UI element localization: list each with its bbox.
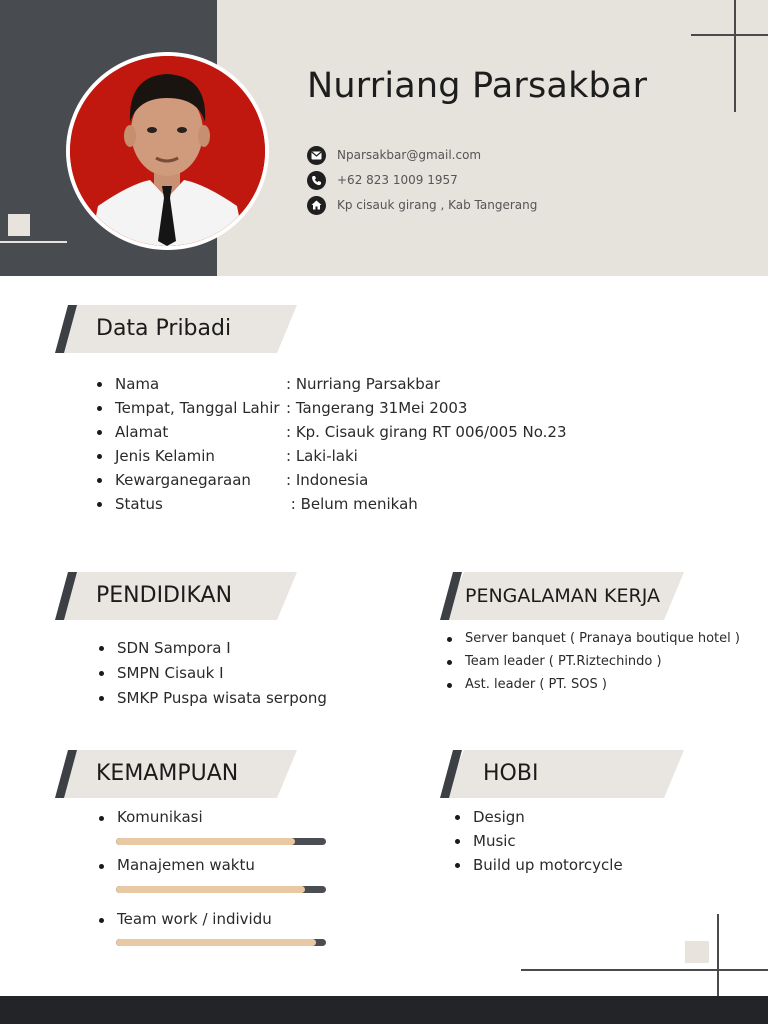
- list-item: Build up motorcycle: [453, 853, 623, 877]
- person-name: Nurriang Parsakbar: [307, 66, 648, 106]
- contact-phone[interactable]: [307, 170, 458, 190]
- list-item: SDN Sampora I: [97, 636, 327, 661]
- section-header-data-pribadi: [55, 305, 297, 353]
- list-item: Team leader ( PT.Riztechindo ): [445, 651, 740, 674]
- list-item: SMPN Cisauk I: [97, 661, 327, 686]
- education-list: [97, 636, 327, 711]
- contact-address: [307, 195, 537, 215]
- contact-email[interactable]: [307, 145, 481, 165]
- header-beige-panel: [217, 0, 768, 276]
- section-title: KEMAMPUAN: [96, 761, 239, 786]
- list-item: Ast. leader ( PT. SOS ): [445, 674, 740, 697]
- skill-label: Manajemen waktu: [97, 856, 255, 874]
- skill-bar-fill: [116, 838, 295, 845]
- contact-email-text: Nparsakbar@gmail.com: [337, 148, 482, 162]
- list-item: Server banquet ( Pranaya boutique hotel ): [445, 628, 740, 651]
- section-tab-bg: [444, 750, 684, 798]
- decorative-square: [8, 214, 30, 236]
- section-header-pengalaman-kerja: [440, 572, 684, 620]
- contact-phone-text: +62 823 1009 1957: [337, 173, 458, 187]
- section-header-kemampuan: [55, 750, 297, 798]
- phone-icon: [307, 171, 326, 190]
- skill-label: Team work / individu: [97, 910, 272, 928]
- list-item: Status : Belum menikah: [95, 492, 567, 516]
- decorative-line: [0, 241, 67, 243]
- section-title: PENGALAMAN KERJA: [465, 585, 660, 607]
- skill-bar: [116, 886, 326, 893]
- decorative-line: [521, 969, 768, 971]
- list-item: Music: [453, 829, 623, 853]
- section-title: HOBI: [483, 761, 539, 786]
- skill-bar: [116, 838, 326, 845]
- decorative-line: [691, 34, 768, 36]
- email-icon: [307, 146, 326, 165]
- decorative-line: [734, 0, 736, 112]
- personal-data-list: [95, 372, 567, 516]
- footer-bar: [0, 996, 768, 1024]
- hobby-list: [453, 805, 623, 877]
- list-item: Alamat : Kp. Cisauk girang RT 006/005 No.23: [95, 420, 567, 444]
- list-item: Jenis Kelamin : Laki-laki: [95, 444, 567, 468]
- work-experience-list: [445, 628, 740, 697]
- section-title: PENDIDIKAN: [96, 583, 233, 608]
- skill-bar-fill: [116, 939, 316, 946]
- list-item: SMKP Puspa wisata serpong: [97, 686, 327, 711]
- list-item: Kewarganegaraan : Indonesia: [95, 468, 567, 492]
- profile-photo: [66, 52, 269, 250]
- list-item: Design: [453, 805, 623, 829]
- section-title: Data Pribadi: [96, 316, 232, 341]
- skill-bar-fill: [116, 886, 305, 893]
- list-item: Nama : Nurriang Parsakbar: [95, 372, 567, 396]
- skill-label: Komunikasi: [97, 808, 203, 826]
- list-item: Tempat, Tanggal Lahir : Tangerang 31Mei 2003: [95, 396, 567, 420]
- section-header-hobi: [440, 750, 684, 798]
- contact-address-text: Kp cisauk girang , Kab Tangerang: [337, 198, 538, 212]
- home-icon: [307, 196, 326, 215]
- skill-bar: [116, 939, 326, 946]
- decorative-square: [685, 941, 709, 963]
- section-header-pendidikan: [55, 572, 297, 620]
